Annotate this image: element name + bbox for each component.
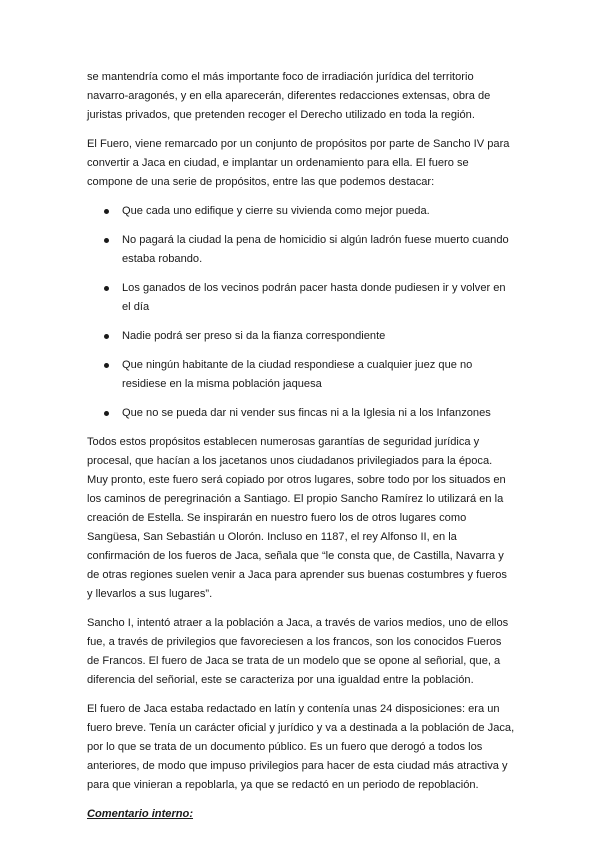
paragraph-el-fuero: El Fuero, viene remarcado por un conjunto de propósitos por parte de Sancho IV para convertir a Jaca en ciudad, e implantar un ordenamiento para ella. El fuero se compone de una serie de propósitos, entre las que podemos destacar: [87, 138, 510, 188]
list-item [87, 202, 515, 221]
paragraph-sancho-i: Sancho I, intentó atraer a la población a Jaca, a través de varios medios, uno de ellos fue, a través de privilegios que favoreciesen a los francos, son los conocidos Fueros de Francos. El fuero de Jaca se trata de un modelo que se opone al señorial, que, a diferencia del señorial, este se caracteriza por una igualdad entre la población. [87, 617, 509, 686]
propositos-list [87, 202, 515, 423]
list-item-text: No pagará la ciudad la pena de homicidio si algún ladrón fuese muerto cuando estaba robando. [122, 234, 509, 265]
bullet-icon [104, 238, 109, 243]
list-item [87, 279, 515, 317]
paragraph-garantias: Todos estos propósitos establecen numerosas garantías de seguridad jurídica y procesal, que hacían a los jacetanos unos ciudadanos privilegiados para la época. Muy pronto, este fuero será copiado por otros lugares, sobre todo por los situados en los caminos de peregrinación a Santiago. El propio Sancho Ramírez lo utilizará en la creación de Estella. Se inspirarán en nuestro fuero los de otros lugares como Sangüesa, San Sebastián u Olorón. Incluso en 1187, el rey Alfonso II, en la confirmación de los fueros de Jaca, señala que “le consta que, de Castilla, Navarra y de otras regiones suelen venir a Jaca para aprender sus buenas costumbres y fueros y llevarlos a sus lugares”. [87, 436, 507, 600]
list-item-text: Los ganados de los vecinos podrán pacer hasta donde pudiesen ir y volver en el día [122, 282, 506, 313]
bullet-icon [104, 334, 109, 339]
list-item [87, 327, 515, 346]
list-item [87, 356, 515, 394]
list-item [87, 404, 515, 423]
list-item-text: Que no se pueda dar ni vender sus fincas ni a la Iglesia ni a los Infanzones [122, 407, 491, 419]
document-body [87, 68, 515, 824]
section-heading: Comentario interno: [87, 808, 194, 820]
list-item-text: Que cada uno edifique y cierre su vivienda como mejor pueda. [122, 205, 430, 217]
bullet-icon [104, 286, 109, 291]
list-item [87, 231, 515, 269]
bullet-icon [104, 209, 109, 214]
bullet-icon [104, 411, 109, 416]
paragraph-latin: El fuero de Jaca estaba redactado en latín y contenía unas 24 disposiciones: era un fuero breve. Tenía un carácter oficial y jurídico y va a destinada a la población de Jaca, por lo que se trata de un documento público. Es un fuero que derogó a todos los anteriores, de modo que impuso privilegios para hacer de esta ciudad más atractiva y para que vinieran a repoblarla, ya que se redactó en un periodo de repoblación. [87, 703, 515, 791]
list-item-text: Que ningún habitante de la ciudad respondiese a cualquier juez que no residiese en la misma población jaquesa [122, 359, 473, 390]
list-item-text: Nadie podrá ser preso si da la fianza correspondiente [122, 330, 386, 342]
paragraph-foco-irradiacion: se mantendría como el más importante foco de irradiación jurídica del territorio navarro-aragonés, y en ella aparecerán, diferentes redacciones extensas, obra de juristas privados, que pretenden recoger el Derecho utilizado en toda la región. [87, 71, 491, 121]
bullet-icon [104, 363, 109, 368]
